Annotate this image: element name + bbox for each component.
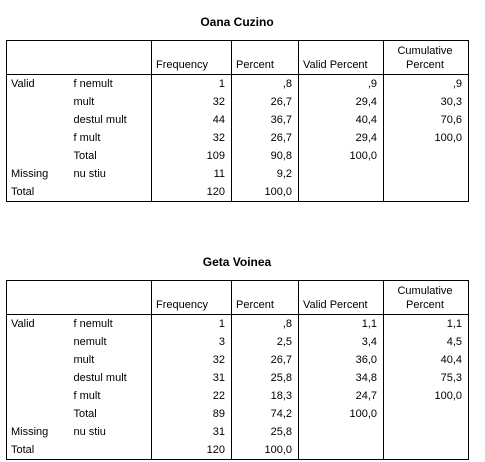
header-corner [7,281,152,315]
frequency-cell: 120 [152,441,232,460]
table-row [7,93,469,111]
percent-cell: 18,3 [232,387,299,405]
table-title: Geta Voinea [202,255,272,269]
row-label-cell: mult [70,351,152,369]
valid-percent-cell: 36,0 [299,351,384,369]
cumulative-percent-cell: 1,1 [446,318,462,330]
row-group-cell [7,333,70,351]
cumulative-percent-cell: 100,0 [434,132,462,144]
header-valid-percent: Valid Percent [299,41,384,75]
percent-cell: ,8 [232,315,299,334]
row-group-cell [7,111,70,129]
cumulative-percent-cell [384,441,469,460]
row-group-cell: Missing [11,426,49,438]
table-row [7,369,469,387]
cumulative-percent-cell: 4,5 [446,336,462,348]
percent-cell: 25,8 [232,423,299,441]
frequency-cell: 11 [152,165,232,183]
row-group-cell [7,129,70,147]
row-group-cell [7,93,70,111]
row-group-cell: Missing [11,168,49,180]
row-group-cell [7,369,70,387]
frequency-cell: 31 [152,369,232,387]
percent-cell: ,8 [232,75,299,94]
row-label-cell: mult [70,93,152,111]
valid-percent-cell: 34,8 [299,369,384,387]
row-group-cell [7,387,70,405]
valid-percent-cell: 1,1 [299,315,384,334]
row-group-cell [7,147,70,165]
frequency-table [6,40,469,202]
row-label-cell: destul mult [70,369,152,387]
frequency-cell: 89 [152,405,232,423]
valid-percent-cell: ,9 [299,75,384,94]
frequency-cell: 31 [152,423,232,441]
row-label-cell: f nemult [70,315,152,334]
frequency-cell: 44 [152,111,232,129]
percent-cell: 36,7 [232,111,299,129]
percent-cell: 100,0 [232,441,299,460]
row-group-cell [7,405,70,423]
table-row [7,147,469,165]
header-corner [7,41,152,75]
header-cumulative-percent [384,41,469,75]
table-row [7,351,469,369]
header-cumulative-line1: Cumulative [397,285,453,297]
percent-cell: 25,8 [232,369,299,387]
valid-percent-cell: 3,4 [299,333,384,351]
frequency-cell: 3 [152,333,232,351]
cumulative-percent-cell [384,405,469,423]
row-group-cell: Total [11,186,35,198]
table-row [7,423,469,441]
row-label-cell: nu stiu [70,165,152,183]
header-percent: Percent [232,281,299,315]
row-label-cell: f mult [70,129,152,147]
row-group-cell: Valid [11,78,35,90]
frequency-cell: 32 [152,351,232,369]
cumulative-percent-cell: 30,3 [440,96,462,108]
valid-percent-cell [299,183,384,202]
frequency-cell: 22 [152,387,232,405]
row-group-cell: Valid [11,318,35,330]
table-title: Oana Cuzino [200,15,274,29]
frequency-table-block [6,254,468,460]
cumulative-percent-cell: 100,0 [434,390,462,402]
frequency-cell: 120 [152,183,232,202]
row-group-cell [7,351,70,369]
header-valid-percent: Valid Percent [299,281,384,315]
cumulative-percent-cell [384,165,469,183]
valid-percent-cell: 100,0 [299,405,384,423]
table-row [7,405,469,423]
row-label-cell: f nemult [70,75,152,94]
row-label-cell: destul mult [70,111,152,129]
row-label-cell: Total [70,405,152,423]
frequency-cell: 1 [152,315,232,334]
valid-percent-cell: 100,0 [299,147,384,165]
table-row [7,315,469,334]
table-row [7,111,469,129]
percent-cell: 100,0 [232,183,299,202]
header-cumulative-line2: Percent [406,299,444,311]
percent-cell: 74,2 [232,405,299,423]
table-row [7,183,469,202]
percent-cell: 2,5 [232,333,299,351]
percent-cell: 26,7 [232,93,299,111]
row-label-cell: f mult [70,387,152,405]
table-row [7,333,469,351]
row-label-cell: nemult [70,333,152,351]
row-label-cell [70,183,152,202]
frequency-cell: 32 [152,129,232,147]
valid-percent-cell: 24,7 [299,387,384,405]
valid-percent-cell: 29,4 [299,93,384,111]
valid-percent-cell: 29,4 [299,129,384,147]
cumulative-percent-cell: 70,6 [440,114,462,126]
row-label-cell: nu stiu [70,423,152,441]
valid-percent-cell [299,441,384,460]
header-cumulative-line1: Cumulative [397,45,453,57]
cumulative-percent-cell [384,183,469,202]
cumulative-percent-cell: 75,3 [440,372,462,384]
cumulative-percent-cell [384,147,469,165]
header-cumulative-line2: Percent [406,59,444,71]
header-frequency: Frequency [152,41,232,75]
valid-percent-cell [299,165,384,183]
table-row [7,441,469,460]
frequency-table-block [6,14,468,202]
table-row [7,129,469,147]
percent-cell: 90,8 [232,147,299,165]
table-row [7,75,469,94]
header-frequency: Frequency [152,281,232,315]
frequency-table [6,280,469,460]
valid-percent-cell: 40,4 [299,111,384,129]
table-row [7,387,469,405]
valid-percent-cell [299,423,384,441]
header-percent: Percent [232,41,299,75]
table-row [7,165,469,183]
header-cumulative-percent [384,281,469,315]
row-label-cell: Total [70,147,152,165]
frequency-cell: 109 [152,147,232,165]
cumulative-percent-cell [384,423,469,441]
percent-cell: 26,7 [232,129,299,147]
row-group-cell: Total [11,444,35,456]
percent-cell: 9,2 [232,165,299,183]
frequency-cell: 1 [152,75,232,94]
row-label-cell [70,441,152,460]
cumulative-percent-cell: ,9 [452,78,462,90]
percent-cell: 26,7 [232,351,299,369]
cumulative-percent-cell: 40,4 [440,354,462,366]
frequency-cell: 32 [152,93,232,111]
